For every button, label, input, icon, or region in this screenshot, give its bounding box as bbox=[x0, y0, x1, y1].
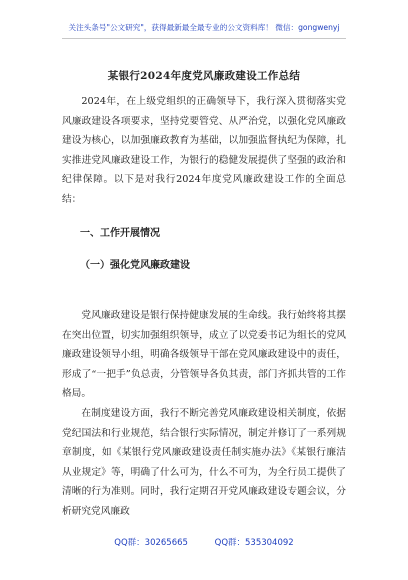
subsection-heading: （一）强化党风廉政建设 bbox=[80, 260, 190, 271]
footer-qq-group-2: QQ群：535304092 bbox=[214, 538, 294, 548]
footer-contacts bbox=[0, 536, 408, 548]
body-paragraph-1: 党风廉政建设是银行保持健康发展的生命线。我行始终将其摆在突出位置，切实加强组织领导，成立了以党委书记为组长的党风廉政建设领导小组，明确各级领导干部在党风廉政建设中的责任，形成了“一把手”负总责，分管领导各负其责，部门齐抓共管的工作格局。 bbox=[62, 310, 346, 400]
intro-paragraph: 2024年，在上级党组织的正确领导下，我行深入贯彻落实党风廉政建设各项要求，坚持党要管党、从严治党，以强化党风廉政建设为核心，以加强廉政教育为基础，以加强监督执纪为保障，扎实推进党风廉政建设工作，为银行的稳健发展提供了坚强的政治和纪律保障。以下是对我行2024年度党风廉政建设工作的全面总结： bbox=[62, 96, 346, 205]
header-divider bbox=[62, 38, 346, 39]
footer-qq-group-1: QQ群：30265665 bbox=[114, 538, 188, 548]
header-promo-note: 关注头条号"公文研究"，获得最新最全最专业的公文资料库！ 微信：gongwenyj bbox=[68, 23, 340, 32]
document-title: 某银行2024年度党风廉政建设工作总结 bbox=[107, 70, 301, 82]
body-paragraph-2: 在制度建设方面，我行不断完善党风廉政建设相关制度，依据党纪国法和行业规范，结合银行实际情况，制定并修订了一系列规章制度，如《某银行党风廉政建设责任制实施办法》《某银行廉洁从业规定》等，明确了什么可为，什么不可为，为全行员工提供了清晰的行为准则。同时，我行定期召开党风廉政建设专题会议，分析研究党风廉政 bbox=[62, 408, 346, 517]
section-heading: 一、工作开展情况 bbox=[80, 228, 160, 239]
